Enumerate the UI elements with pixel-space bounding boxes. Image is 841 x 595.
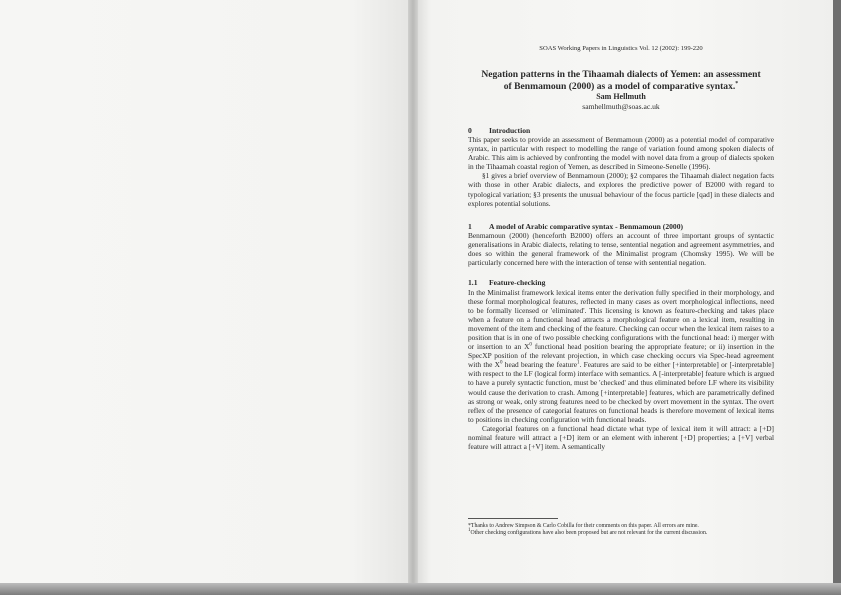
author-email: samhellmuth@soas.ac.uk bbox=[582, 101, 660, 111]
author-name: Sam Hellmuth bbox=[596, 92, 646, 102]
spacer bbox=[468, 208, 774, 222]
title-footnote-mark: * bbox=[735, 80, 739, 87]
section-0-paragraph-2: §1 gives a brief overview of Benmamoun (2000); §2 compares the Tihaamah dialect negation facts with those in other Arabic dialects, and explores the predictive power of B2000 with regard to typological variation; §3 presents the unusual behaviour of the focus particle [qad] in these dialects and explores potential solutions. bbox=[468, 171, 774, 208]
title-line-2: of Benmamoun (2000) as a model of comparative syntax. bbox=[503, 80, 736, 92]
section-1-1-number: 1.1 bbox=[468, 278, 478, 288]
text-run: head bearing the feature bbox=[502, 360, 578, 370]
section-0-title: Introduction bbox=[489, 125, 531, 135]
page-edge bbox=[833, 0, 841, 595]
section-0-heading bbox=[468, 126, 774, 135]
running-head: SOAS Working Papers in Linguistics Vol. 12 (2002): 199-220 bbox=[539, 45, 703, 52]
superscript: 0 bbox=[529, 342, 532, 348]
section-1-1-paragraph-2: Categorial features on a functional head dictate what type of lexical item it will attract: a [+D] nominal feature will attract a [+D] item or an element with inherent [+D] properties; a [+V] verbal feature will attract a [+V] item. A semantically bbox=[468, 423, 774, 452]
title-line-1: Negation patterns in the Tihaamah dialects of Yemen: an assessment bbox=[481, 69, 761, 81]
footnote-1-text: Other checking configurations have also been proposed but are not relevant for the current discussion. bbox=[470, 530, 708, 537]
book-gutter bbox=[408, 0, 418, 595]
footnote-ref-1: 1 bbox=[577, 360, 580, 366]
scan-bottom-edge bbox=[0, 583, 841, 595]
paper-title bbox=[468, 69, 774, 92]
section-1-paragraph-1: Benmamoun (2000) (henceforth B2000) offers an account of three important groups of syntactic generalisations in Arabic dialects, relating to tense, sentential negation and agreement asymmetries, and does so within the general framework of the Minimalist program (Chomsky 1995). We will be particularly concerned here with the interaction of tense with sentential negation. bbox=[468, 230, 774, 268]
footnote-1 bbox=[468, 530, 774, 537]
section-0-number: 0 bbox=[468, 125, 472, 135]
section-1-1-paragraph-1 bbox=[468, 288, 774, 424]
section-1-heading bbox=[468, 222, 774, 231]
text-run: . Features are said to be either [+interpretable] or [-interpretable] with respect to the LF (logical form) interface with semantics. A [-interpretable] feature which is argued to have a purely syntactic function, must be 'checked' and thus eliminated before LF where its visibility would cause the derivation to crash. Among [+interpretable] features, which are parametrically defined as strong or weak, only strong features need to be checked by overt movement in the syntax. The overt reflex of the presence of categorial features on functional heads is therefore movement of lexical items to positions in checking configuration with functional heads. bbox=[468, 360, 774, 424]
text-run: functional head position bearing the appropriate feature; or ii) insertion in the SpecXP position of the relevant projection, in which case checking occurs via Spec-head agreement with the X bbox=[468, 342, 774, 370]
footnotes bbox=[468, 518, 774, 538]
footnote-1-mark: 1 bbox=[468, 528, 471, 534]
spacer bbox=[468, 267, 774, 278]
section-1-number: 1 bbox=[468, 221, 472, 231]
section-1-1-heading bbox=[468, 278, 774, 287]
section-0-paragraph-1: This paper seeks to provide an assessment of Benmamoun (2000) as a potential model of comparative syntax, in particular with respect to modelling the range of variation found among spoken dialects of Arabic. This aim is achieved by confronting the model with novel data from a group of dialects spoken in the Tihaamah coastal region of Yemen, as described in Simeone-Senelle (1996). bbox=[468, 134, 774, 172]
footnote-star: *Thanks to Andrew Simpson & Carlo Cobilla for their comments on this paper. All errors are mine. bbox=[468, 523, 699, 529]
section-1-1-title: Feature-checking bbox=[489, 278, 546, 288]
text-run: In the Minimalist framework lexical items enter the derivation fully specified in their morphology, and these formal morphological features, reflected in many cases as overt morphological inflections, need to be formally licensed or 'eliminated'. This licensing is known as feature-checking and takes place when a feature on a functional head attracts a morphological feature on a lexical item, resulting in movement of the item and checking of the feature. Checking can occur when the lexical item raises to a position that is in one of two possible checking configurations with the functional head: i) merger with or insertion to an X bbox=[468, 287, 774, 352]
blank-left-page bbox=[0, 0, 414, 595]
page-content bbox=[468, 44, 774, 451]
section-1-title: A model of Arabic comparative syntax - Benmamoun (2000) bbox=[489, 221, 684, 231]
superscript: 0 bbox=[499, 360, 503, 366]
footnote-rule bbox=[468, 518, 558, 519]
